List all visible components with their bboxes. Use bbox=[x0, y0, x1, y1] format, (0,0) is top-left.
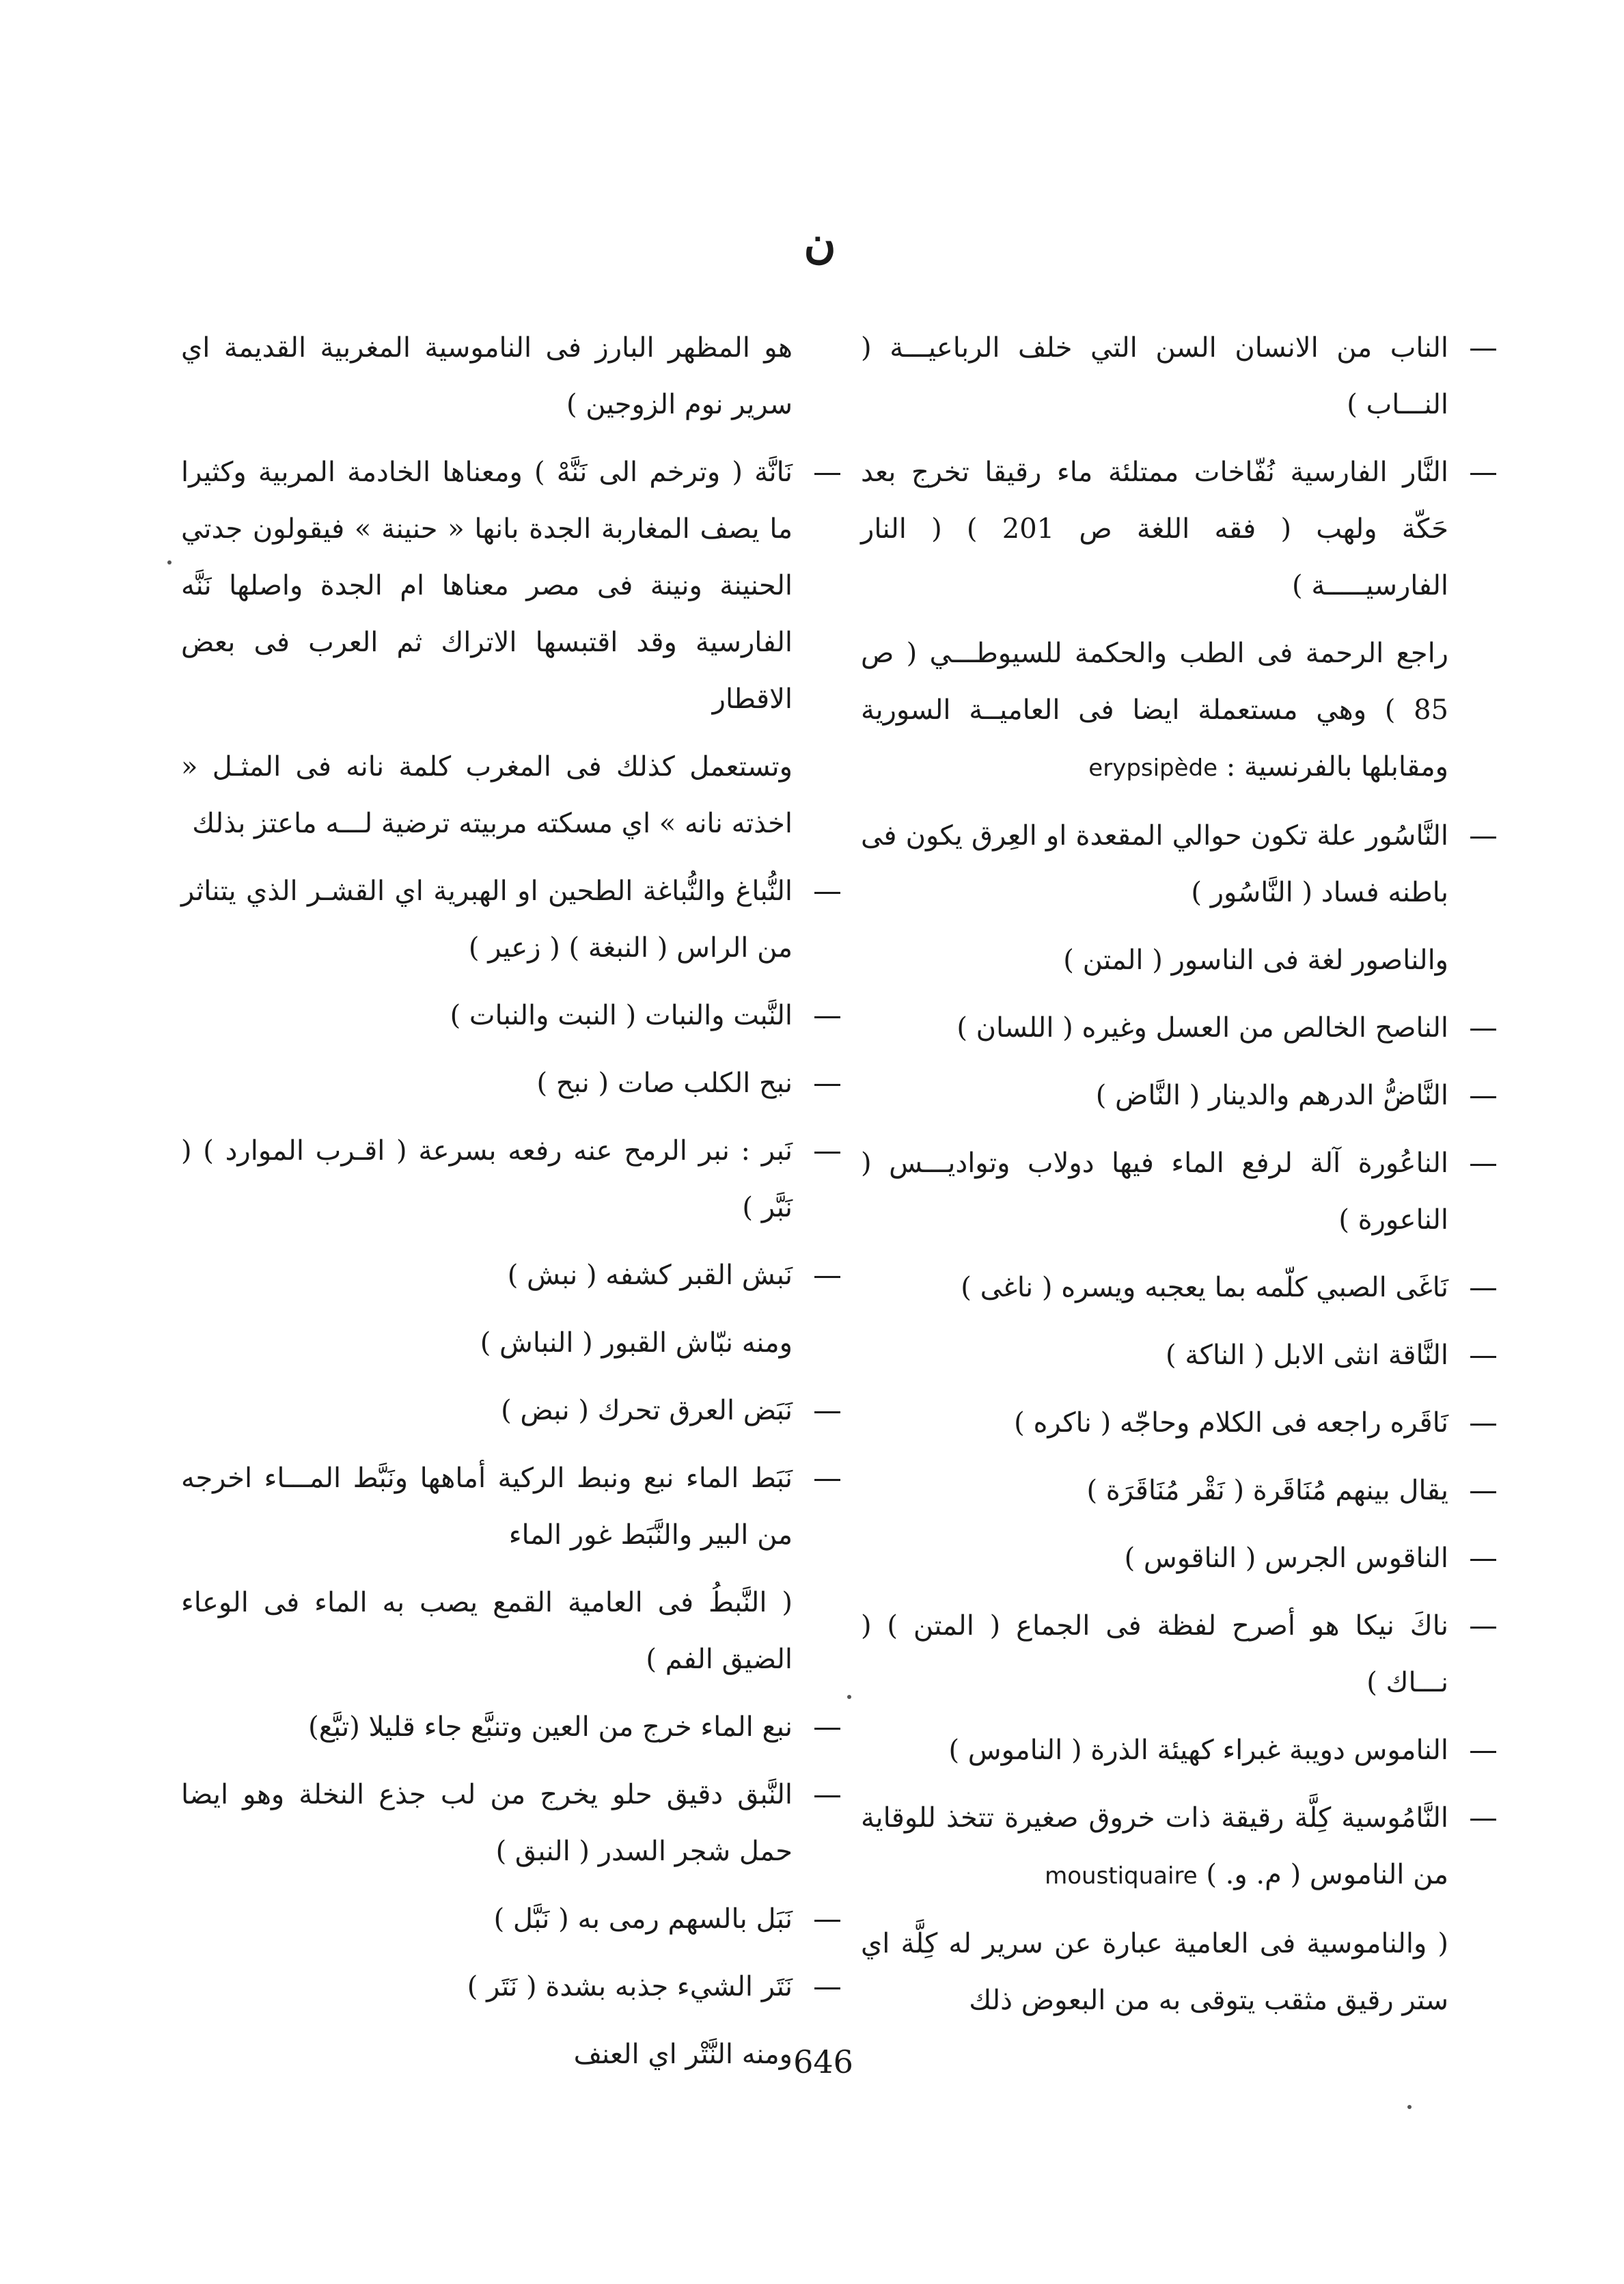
dictionary-entry bbox=[181, 1315, 793, 1372]
entry-text bbox=[861, 1260, 1448, 1316]
entry-text bbox=[861, 808, 1448, 921]
dictionary-entry bbox=[181, 1959, 793, 2015]
entry-text bbox=[181, 739, 793, 852]
dictionary-entry bbox=[861, 1598, 1448, 1711]
dictionary-entry bbox=[861, 1068, 1448, 1124]
entry-text bbox=[181, 1767, 793, 1880]
dictionary-entry bbox=[181, 1767, 793, 1880]
entry-text bbox=[861, 1463, 1448, 1519]
entry-arabic-text: نَاغَى الصبي كلّمه بما يعجبه ويسره ( ناغى ) bbox=[961, 1272, 1448, 1303]
entry-text bbox=[861, 1790, 1448, 1905]
entry-text bbox=[181, 1123, 793, 1236]
entry-text bbox=[181, 1315, 793, 1372]
entry-arabic-text: النَّاقة انثى الابل ( الناكة ) bbox=[1166, 1340, 1448, 1371]
entry-arabic-text: نبح الكلب صات ( نبح ) bbox=[536, 1068, 793, 1099]
speck-mark bbox=[847, 1695, 851, 1699]
entry-arabic-text: الناعُورة آلة لرفع الماء فيها دولاب وتواديـــس ( الناعورة ) bbox=[861, 1147, 1448, 1236]
entry-arabic-text: والناصور لغة فى الناسور ( المتن ) bbox=[1063, 944, 1448, 976]
dictionary-entry bbox=[181, 1055, 793, 1112]
entry-text bbox=[861, 1530, 1448, 1587]
section-letter-heading: ن bbox=[803, 217, 836, 269]
right-column bbox=[861, 320, 1448, 2040]
entry-text bbox=[861, 1598, 1448, 1711]
entry-text bbox=[181, 1959, 793, 2015]
entry-arabic-text: وتستعمل كذلك فى المغرب كلمة نانه فى المثـل « اخذته نانه » اي مسكته مربيته ترضية لـــه ماعتز بذلك bbox=[181, 751, 793, 839]
entry-arabic-text: النَّاسُور علة تكون حوالي المقعدة او العِرق يكون فى باطنه فساد ( النَّاسُور ) bbox=[861, 820, 1448, 908]
entry-text bbox=[181, 1575, 793, 1688]
entry-text bbox=[181, 1055, 793, 1112]
left-column bbox=[181, 320, 793, 2094]
dictionary-entry bbox=[861, 1000, 1448, 1057]
entry-text bbox=[181, 1891, 793, 1948]
dictionary-entry bbox=[861, 1395, 1448, 1452]
speck-mark bbox=[167, 560, 171, 565]
dictionary-entry bbox=[861, 1790, 1448, 1905]
dictionary-entry bbox=[181, 444, 793, 728]
entry-arabic-text: ومنه النَّتْر اي العنف bbox=[573, 2039, 793, 2070]
entry-text bbox=[181, 2026, 793, 2083]
entry-arabic-text: هو المظهر البارز فى الناموسية المغربية القديمة اي سرير نوم الزوجين ) bbox=[181, 332, 793, 420]
entry-arabic-text: النَّاضُّ الدرهم والدينار ( النَّاض ) bbox=[1095, 1080, 1448, 1111]
entry-text bbox=[861, 1000, 1448, 1057]
entry-text bbox=[181, 444, 793, 728]
entry-arabic-text: النَّبق دقيق حلو يخرج من لب جذع النخلة وهو ايضا حمل شجر السدر ( النبق ) bbox=[181, 1779, 793, 1867]
entry-arabic-text: نَبَل بالسهم رمى به ( نَبَّل ) bbox=[493, 1903, 793, 1935]
entry-arabic-text: الناقوس الجرس ( الناقوس ) bbox=[1124, 1542, 1448, 1574]
dictionary-entry bbox=[861, 320, 1448, 433]
entry-text bbox=[181, 320, 793, 433]
entry-arabic-text: النَّار الفارسية نُفّاخات ممتلئة ماء رقيقا تخرج بعد حَكّة ولهب ( فقه اللغة ص 201 ) ( النار الفارسيـــــة ) bbox=[861, 457, 1448, 601]
dictionary-entry bbox=[181, 1575, 793, 1688]
dictionary-entry bbox=[181, 1699, 793, 1756]
dictionary-entry bbox=[861, 932, 1448, 989]
entry-arabic-text: ومنه نبّاش القبور ( النباش ) bbox=[480, 1327, 793, 1359]
dictionary-entry bbox=[861, 1463, 1448, 1519]
entry-text bbox=[861, 932, 1448, 989]
entry-arabic-text: ( النَّبطُ فى العامية القمع يصب به الماء فى الوعاء الضيق الفم ) bbox=[181, 1587, 793, 1675]
dictionary-entry bbox=[861, 1916, 1448, 2029]
entry-text bbox=[861, 1916, 1448, 2029]
entry-text bbox=[861, 320, 1448, 433]
dictionary-entry bbox=[861, 625, 1448, 797]
dictionary-entry bbox=[181, 1450, 793, 1564]
dictionary-entry bbox=[861, 1135, 1448, 1249]
dictionary-entry bbox=[181, 1383, 793, 1439]
dictionary-entry bbox=[181, 1891, 793, 1948]
entry-text bbox=[861, 1135, 1448, 1249]
dictionary-entry bbox=[861, 1530, 1448, 1587]
dictionary-entry bbox=[181, 739, 793, 852]
entry-arabic-text: نَبش القبر كشفه ( نبش ) bbox=[507, 1260, 793, 1291]
dictionary-entry bbox=[861, 1260, 1448, 1316]
entry-arabic-text: ( والناموسية فى العامية عبارة عن سرير له كِلَّة اي ستر رقيق مثقب يتوقى به من البعوض ذلك bbox=[861, 1928, 1448, 2016]
entry-text bbox=[181, 1450, 793, 1564]
dictionary-entry bbox=[861, 808, 1448, 921]
entry-text bbox=[181, 1247, 793, 1304]
dictionary-entry bbox=[181, 320, 793, 433]
entry-arabic-text: نَتَر الشيء جذبه بشدة ( نَتَر ) bbox=[467, 1971, 793, 2002]
page-number: 646 bbox=[793, 2043, 853, 2080]
dictionary-entry bbox=[861, 1722, 1448, 1779]
entry-arabic-text: الناب من الانسان السن التي خلف الرباعيـــة ( النـــاب ) bbox=[861, 332, 1448, 420]
entry-text bbox=[861, 1327, 1448, 1384]
entry-text bbox=[861, 1068, 1448, 1124]
entry-arabic-text: نبع الماء خرج من العين وتنبَّع جاء قليلا (تبَّع) bbox=[308, 1711, 793, 1743]
entry-text bbox=[861, 1722, 1448, 1779]
entry-arabic-text: النَّبت والنبات ( النبت والنبات ) bbox=[450, 1000, 793, 1031]
entry-french-term: moustiquaire bbox=[1045, 1862, 1198, 1890]
dictionary-entry bbox=[181, 2026, 793, 2083]
entry-text bbox=[181, 1699, 793, 1756]
dictionary-entry bbox=[861, 1327, 1448, 1384]
dictionary-entry bbox=[181, 863, 793, 977]
entry-arabic-text: الناصح الخالص من العسل وغيره ( اللسان ) bbox=[956, 1012, 1448, 1044]
entry-arabic-text: نَبَط الماء نبع ونبط الركية أماهها ونَبَّط المـــاء اخرجه من البير والنَّبَط غور الماء bbox=[181, 1463, 793, 1551]
entry-arabic-text: ناكَ نيكا هو أصرح لفظة فى الجماع ( المتن ) ( نـــاك ) bbox=[861, 1610, 1448, 1698]
speck-mark bbox=[1407, 2105, 1412, 2109]
entry-arabic-text: نَبَض العرق تحرك ( نبض ) bbox=[501, 1395, 793, 1426]
entry-arabic-text: النُّباغ والنُّباغة الطحين او الهبرية اي القشـر الذي يتناثر من الراس ( النبغة ) ( زعير ) bbox=[181, 875, 793, 964]
entry-arabic-text: الناموس دويبة غبراء كهيئة الذرة ( الناموس ) bbox=[948, 1735, 1448, 1766]
entry-text bbox=[181, 988, 793, 1044]
dictionary-entry bbox=[861, 444, 1448, 614]
entry-french-term: erypsipède bbox=[1088, 754, 1218, 782]
entry-text bbox=[181, 863, 793, 977]
entry-text bbox=[861, 444, 1448, 614]
entry-text bbox=[181, 1383, 793, 1439]
entry-text bbox=[861, 625, 1448, 797]
entry-arabic-text: نَانَّة ( وترخم الى نَنَّهْ ) ومعناها الخادمة المربية وكثيرا ما يصف المغاربة الجدة بانها « حنينة » فيقولون جدتي الحنينة ونينة فى مصر معناها ام الجدة واصلها نَنَّه الفارسية وقد اقتبسها الاتراك ثم العرب فى بعض الاقطار bbox=[181, 457, 793, 715]
entry-arabic-text: نَاقَره راجعه فى الكلام وحاجّه ( ناكره ) bbox=[1014, 1407, 1448, 1439]
entry-arabic-text: نَبر : نبر الرمح عنه رفعه بسرعة ( اقـرب الموارد ) ( نَبَّر ) bbox=[181, 1135, 793, 1223]
entry-arabic-text: يقال بينهم مُنَاقَرة ( نَقْر مُنَاقَرَة ) bbox=[1086, 1475, 1448, 1506]
dictionary-entry bbox=[181, 1247, 793, 1304]
entry-arabic-text: راجع الرحمة فى الطب والحكمة للسيوطـــي ( ص 85 ) وهي مستعملة ايضا فى العاميــة السورية ومقابلها بالفرنسية : bbox=[861, 638, 1448, 783]
dictionary-entry bbox=[181, 1123, 793, 1236]
entry-arabic-text: النَّامُوسية كِلَّة رقيقة ذات خروق صغيرة تتخذ للوقاية من الناموس ( م. و. ) bbox=[861, 1802, 1448, 1890]
entry-text bbox=[861, 1395, 1448, 1452]
dictionary-entry bbox=[181, 988, 793, 1044]
